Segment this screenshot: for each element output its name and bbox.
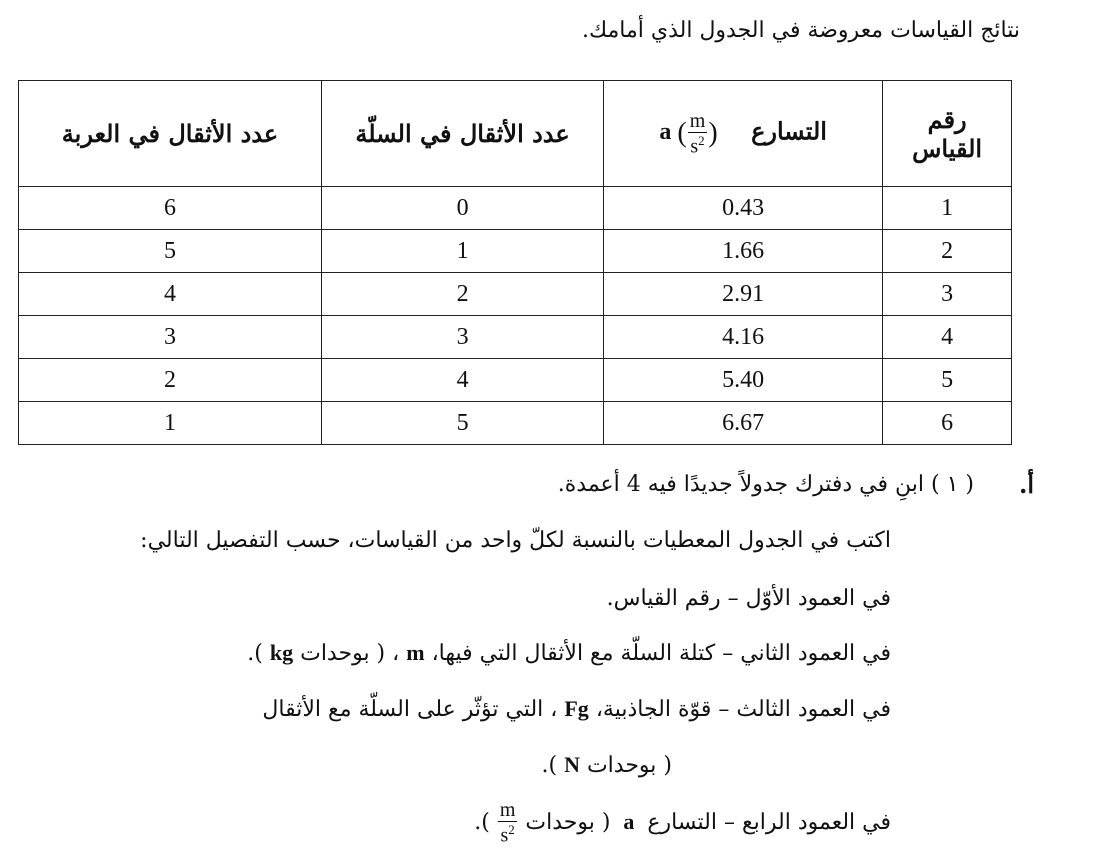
intro-text: نتائج القياسات معروضة في الجدول الذي أمامك.	[581, 18, 1020, 43]
force-symbol: Fg	[564, 696, 589, 721]
header-acceleration	[604, 81, 883, 187]
force-unit: N	[564, 752, 580, 777]
table-row	[19, 316, 1012, 359]
cell-cart: 1	[19, 402, 322, 445]
cell-acc: 4.16	[604, 316, 883, 359]
column-4-description	[474, 800, 891, 846]
column-4-unit-exp: 2	[508, 822, 515, 837]
column-3-units-prefix: ( بوحدات	[586, 753, 672, 778]
cell-acc: 0.43	[604, 187, 883, 230]
cell-num: 3	[883, 273, 1012, 316]
cell-basket: 4	[322, 359, 604, 402]
cell-acc: 6.67	[604, 402, 883, 445]
column-4-end: ).	[474, 809, 490, 835]
header-acc-label: التسارع	[751, 116, 827, 146]
cell-basket: 0	[322, 187, 604, 230]
cell-acc: 5.40	[604, 359, 883, 402]
table-row	[19, 230, 1012, 273]
column-4-unit-fraction	[498, 800, 518, 846]
cell-num: 4	[883, 316, 1012, 359]
header-acc-unit: a ( $\frac{m}{s^2}$ )	[659, 109, 718, 158]
header-weights-in-basket: عدد الأثقال في السلّة	[322, 81, 604, 187]
mass-symbol: m	[406, 640, 425, 665]
column-4-unit-num: m	[499, 799, 516, 821]
cell-basket: 2	[322, 273, 604, 316]
header-measurement-number	[883, 81, 1012, 187]
cell-acc: 1.66	[604, 230, 883, 273]
header-unit-fraction	[688, 111, 708, 157]
column-2-prefix: في العمود الثاني – كتلة السلّة مع الأثقال التي فيها،	[431, 641, 891, 666]
cell-num: 1	[883, 187, 1012, 230]
column-3-units-line	[541, 752, 672, 778]
column-2-suffix: ، ( بوحدات	[300, 641, 400, 666]
table-row	[19, 273, 1012, 316]
cell-cart: 3	[19, 316, 322, 359]
column-3-description	[262, 696, 891, 722]
header-weights-in-cart: عدد الأثقال في العربة	[19, 81, 322, 187]
cell-num: 2	[883, 230, 1012, 273]
table-row	[19, 359, 1012, 402]
cell-cart: 2	[19, 359, 322, 402]
header-unit-den: s	[690, 135, 699, 158]
column-4-prefix: في العمود الرابع – التسارع	[647, 809, 891, 835]
column-3-suffix: ، التي تؤثّر على السلّة مع الأثقال	[262, 697, 558, 722]
question-item-1: ( ١ ) ابنِ في دفترك جدولاً جديدًا فيه 4 أعمدة.	[557, 472, 974, 497]
acceleration-symbol: a	[623, 808, 635, 834]
header-acc-symbol: a	[659, 119, 672, 146]
cell-basket: 1	[322, 230, 604, 273]
mass-unit: kg	[269, 640, 294, 665]
column-1-description: في العمود الأوّل – رقم القياس.	[606, 586, 891, 611]
cell-basket: 5	[322, 402, 604, 445]
header-unit-exp: 2	[698, 132, 705, 148]
cell-num: 5	[883, 359, 1012, 402]
column-4-units: ( بوحدات	[525, 809, 611, 835]
cell-acc: 2.91	[604, 273, 883, 316]
header-num-line1: رقم	[927, 104, 967, 134]
column-2-description	[247, 640, 891, 666]
column-3-units-end: ).	[541, 753, 558, 778]
table-row	[19, 402, 1012, 445]
cell-cart: 4	[19, 273, 322, 316]
cell-cart: 5	[19, 230, 322, 273]
measurements-table	[18, 80, 1012, 445]
instruction-line: اكتب في الجدول المعطيات بالنسبة لكلّ واحد من القياسات، حسب التفصيل التالي:	[140, 528, 891, 553]
column-3-prefix: في العمود الثالث – قوّة الجاذبية،	[595, 697, 891, 722]
header-num-line2: القياس	[912, 133, 983, 163]
column-2-end: ).	[247, 641, 263, 666]
column-4-unit-den: s	[500, 824, 509, 847]
cell-basket: 3	[322, 316, 604, 359]
cell-cart: 6	[19, 187, 322, 230]
table-header-row	[19, 81, 1012, 187]
question-label: أ.	[1018, 470, 1034, 499]
table-row	[19, 187, 1012, 230]
header-unit-num: m	[689, 109, 706, 132]
cell-num: 6	[883, 402, 1012, 445]
